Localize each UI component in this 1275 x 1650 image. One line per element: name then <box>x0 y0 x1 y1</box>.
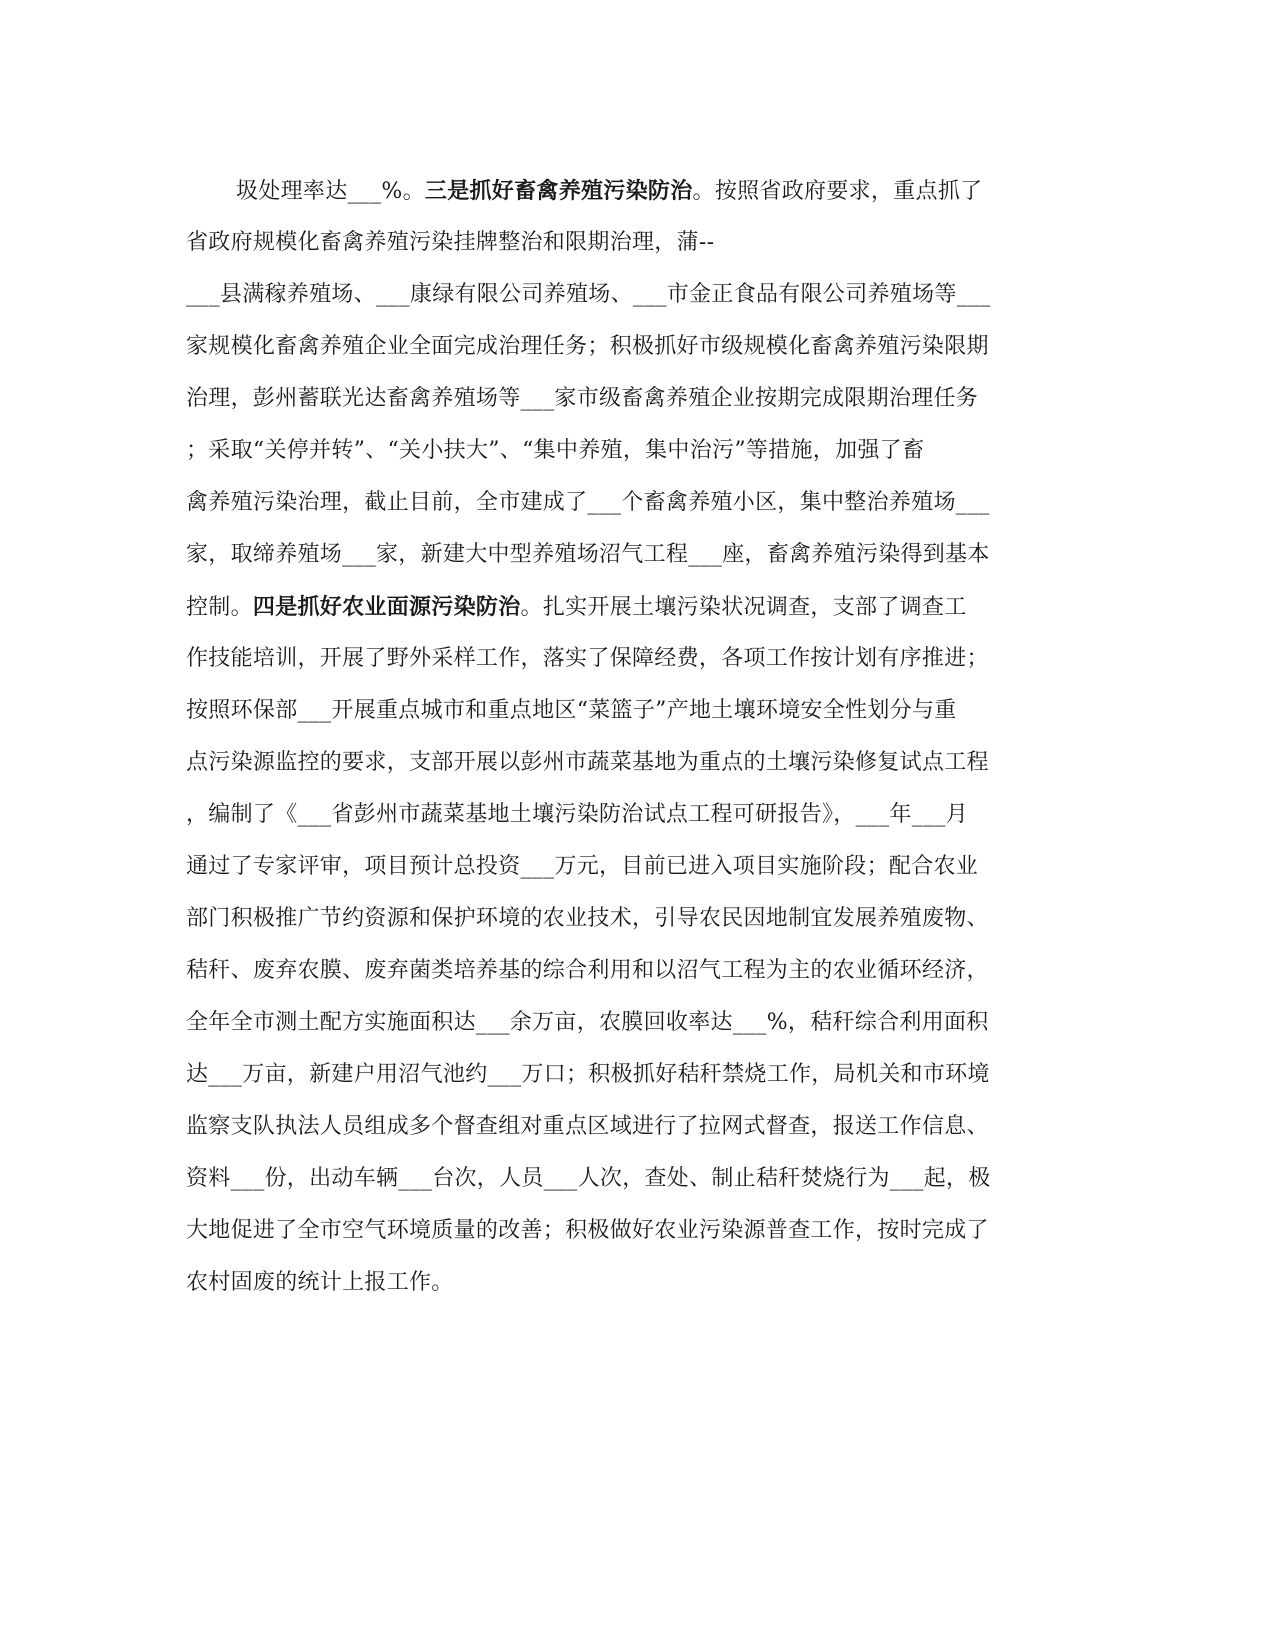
text-line <box>186 737 1086 789</box>
body-text-segment: 禽养殖污染治理，截止目前，全市建成了___个畜禽养殖小区，集中整治养殖场___ <box>186 490 990 515</box>
text-line <box>186 893 1086 945</box>
body-text-segment: 资料___份，出动车辆___台次，人员___人次，查处、制止秸秆焚烧行为___起，极 <box>186 1166 991 1191</box>
bold-heading-text: 三是抓好畜禽养殖污染防治 <box>424 178 693 204</box>
body-text-segment: 全年全市测土配方实施面积达___余万亩，农膜回收率达___%，秸秆综合利用面积 <box>186 1010 989 1035</box>
body-text-segment: 点污染源监控的要求，支部开展以彭州市蔬菜基地为重点的土壤污染修复试点工程 <box>186 750 989 775</box>
text-line <box>186 1049 1086 1101</box>
body-text-segment: 家规模化畜禽养殖企业全面完成治理任务；积极抓好市级规模化畜禽养殖污染限期 <box>186 334 989 359</box>
text-line <box>186 633 1086 685</box>
text-line <box>186 269 1086 321</box>
text-line <box>186 789 1086 841</box>
text-line <box>186 1101 1086 1153</box>
body-text-segment: 农村固废的统计上报工作。 <box>186 1270 454 1295</box>
body-text-segment: ___县满稼养殖场、___康绿有限公司养殖场、___市金正食品有限公司养殖场等___ <box>186 282 991 307</box>
body-text-segment: 监察支队执法人员组成多个督查组对重点区域进行了拉网式督查，报送工作信息、 <box>186 1114 989 1139</box>
text-line <box>186 529 1086 581</box>
text-line <box>186 685 1086 737</box>
text-line <box>186 997 1086 1049</box>
text-line <box>186 841 1086 893</box>
body-text-segment: ，编制了《___省彭州市蔬菜基地土壤污染防治试点工程可研报告》，___年___月 <box>186 802 969 827</box>
body-text-segment: 作技能培训，开展了野外采样工作，落实了保障经费，各项工作按计划有序推进； <box>186 646 989 671</box>
body-text-segment: 通过了专家评审，项目预计总投资___万元，目前已进入项目实施阶段；配合农业 <box>186 854 979 879</box>
body-text-segment: 大地促进了全市空气环境质量的改善；积极做好农业污染源普查工作，按时完成了 <box>186 1218 989 1243</box>
text-line <box>186 1153 1086 1205</box>
text-line <box>186 373 1086 425</box>
text-line <box>186 945 1086 997</box>
body-text-segment: ；采取“关停并转”、“关小扶大”、“集中养殖，集中治污”等措施，加强了畜 <box>186 438 925 463</box>
body-text-segment: 达___万亩，新建户用沼气池约___万口；积极抓好秸秆禁烧工作，局机关和市环境 <box>186 1062 990 1087</box>
text-line <box>186 165 1086 217</box>
text-line <box>186 477 1086 529</box>
text-line <box>186 581 1086 633</box>
body-text-segment: 。按照省政府要求，重点抓了 <box>692 179 983 204</box>
text-line <box>186 1205 1086 1257</box>
body-text-segment: 部门积极推广节约资源和保护环境的农业技术，引导农民因地制宜发展养殖废物、 <box>186 906 989 931</box>
body-text <box>186 165 1086 1309</box>
body-text-segment: 控制。 <box>186 595 253 620</box>
body-text-segment: 家，取缔养殖场___家，新建大中型养殖场沼气工程___座，畜禽养殖污染得到基本 <box>186 542 990 567</box>
text-line <box>186 425 1086 477</box>
body-text-segment: 省政府规模化畜禽养殖污染挂牌整治和限期治理，蒲-- <box>186 230 715 255</box>
body-text-segment: 治理，彭州蓄联光达畜禽养殖场等___家市级畜禽养殖企业按期完成限期治理任务 <box>186 386 979 411</box>
text-line <box>186 217 1086 269</box>
body-text-segment: 。扎实开展土壤污染状况调查，支部了调查工 <box>520 595 967 620</box>
body-text-segment: 圾处理率达___%。 <box>236 179 425 204</box>
bold-heading-text: 四是抓好农业面源污染防治 <box>252 594 521 620</box>
body-text-segment: 秸秆、废弃农膜、废弃菌类培养基的综合利用和以沼气工程为主的农业循环经济， <box>186 958 989 983</box>
body-text-segment: 按照环保部___开展重点城市和重点地区“菜篮子”产地土壤环境安全性划分与重 <box>186 698 957 723</box>
text-line <box>186 321 1086 373</box>
text-line <box>186 1257 1086 1309</box>
